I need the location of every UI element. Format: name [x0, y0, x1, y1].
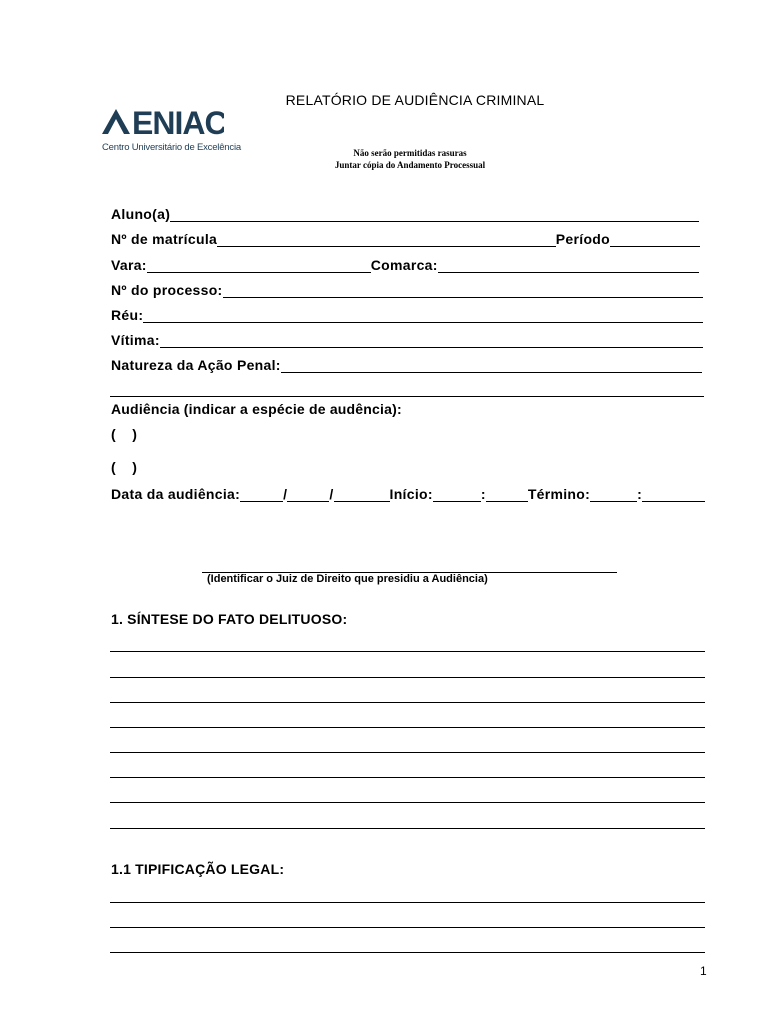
date-separator-1: / — [283, 486, 288, 502]
eniac-logo-mark — [102, 106, 224, 140]
eniac-logo — [102, 106, 241, 154]
page-title: RELATÓRIO DE AUDIÊNCIA CRIMINAL — [285, 92, 545, 108]
page-number: 1 — [700, 964, 707, 978]
section-sintese-heading: 1. SÍNTESE DO FATO DELITUOSO: — [111, 611, 348, 627]
field-vara[interactable] — [111, 255, 699, 273]
checkbox-audiencia-1[interactable]: ( ) — [111, 426, 138, 442]
sintese-line-8[interactable] — [110, 828, 705, 829]
note-no-erasures: Não serão permitidas rasuras — [353, 148, 467, 158]
sintese-line-7[interactable] — [110, 802, 705, 803]
field-processo[interactable] — [111, 280, 703, 298]
label-inicio: Início: — [389, 486, 433, 502]
label-audiencia: Audiência (indicar a espécie de audência): — [111, 401, 402, 417]
checkbox-audiencia-2[interactable]: ( ) — [111, 459, 138, 475]
tipificacao-line-3[interactable] — [110, 952, 705, 953]
date-separator-2: / — [329, 486, 334, 502]
label-vitima: Vítima: — [111, 332, 160, 348]
natureza-continuation-line[interactable] — [110, 396, 704, 397]
note-attach-copy: Juntar cópia do Andamento Processual — [334, 160, 486, 170]
label-reu: Réu: — [111, 307, 144, 323]
logo-name: ENIAC — [132, 106, 224, 140]
time-separator-1: : — [480, 486, 486, 502]
field-aluno[interactable] — [111, 204, 699, 222]
label-aluno: Aluno(a) — [111, 206, 171, 222]
sintese-line-3[interactable] — [110, 702, 705, 703]
label-matricula: Nº de matrícula — [111, 231, 218, 247]
tipificacao-line-1[interactable] — [110, 902, 705, 903]
sintese-line-4[interactable] — [110, 727, 705, 728]
time-separator-2: : — [637, 486, 643, 502]
sintese-line-6[interactable] — [110, 777, 705, 778]
field-natureza[interactable] — [111, 355, 702, 373]
field-reu[interactable] — [111, 305, 703, 323]
sintese-line-5[interactable] — [110, 752, 705, 753]
label-vara: Vara: — [111, 257, 147, 273]
label-natureza: Natureza da Ação Penal: — [111, 357, 281, 373]
section-tipificacao-heading: 1.1 TIPIFICAÇÃO LEGAL: — [111, 861, 285, 877]
judge-caption: (Identificar o Juiz de Direito que presidiu a Audiência) — [207, 573, 488, 585]
sintese-line-1[interactable] — [110, 651, 705, 652]
field-vitima[interactable] — [111, 330, 703, 348]
tipificacao-line-2[interactable] — [110, 927, 705, 928]
label-processo: Nº do processo: — [111, 282, 223, 298]
label-periodo: Período — [555, 231, 610, 247]
label-termino: Término: — [527, 486, 591, 502]
field-data-audiencia[interactable] — [111, 484, 705, 502]
sintese-line-2[interactable] — [110, 677, 705, 678]
label-comarca: Comarca: — [370, 257, 438, 273]
field-matricula[interactable] — [111, 229, 700, 247]
logo-subtitle: Centro Universitário de Excelência — [102, 142, 241, 153]
label-data: Data da audiência: — [111, 486, 241, 502]
